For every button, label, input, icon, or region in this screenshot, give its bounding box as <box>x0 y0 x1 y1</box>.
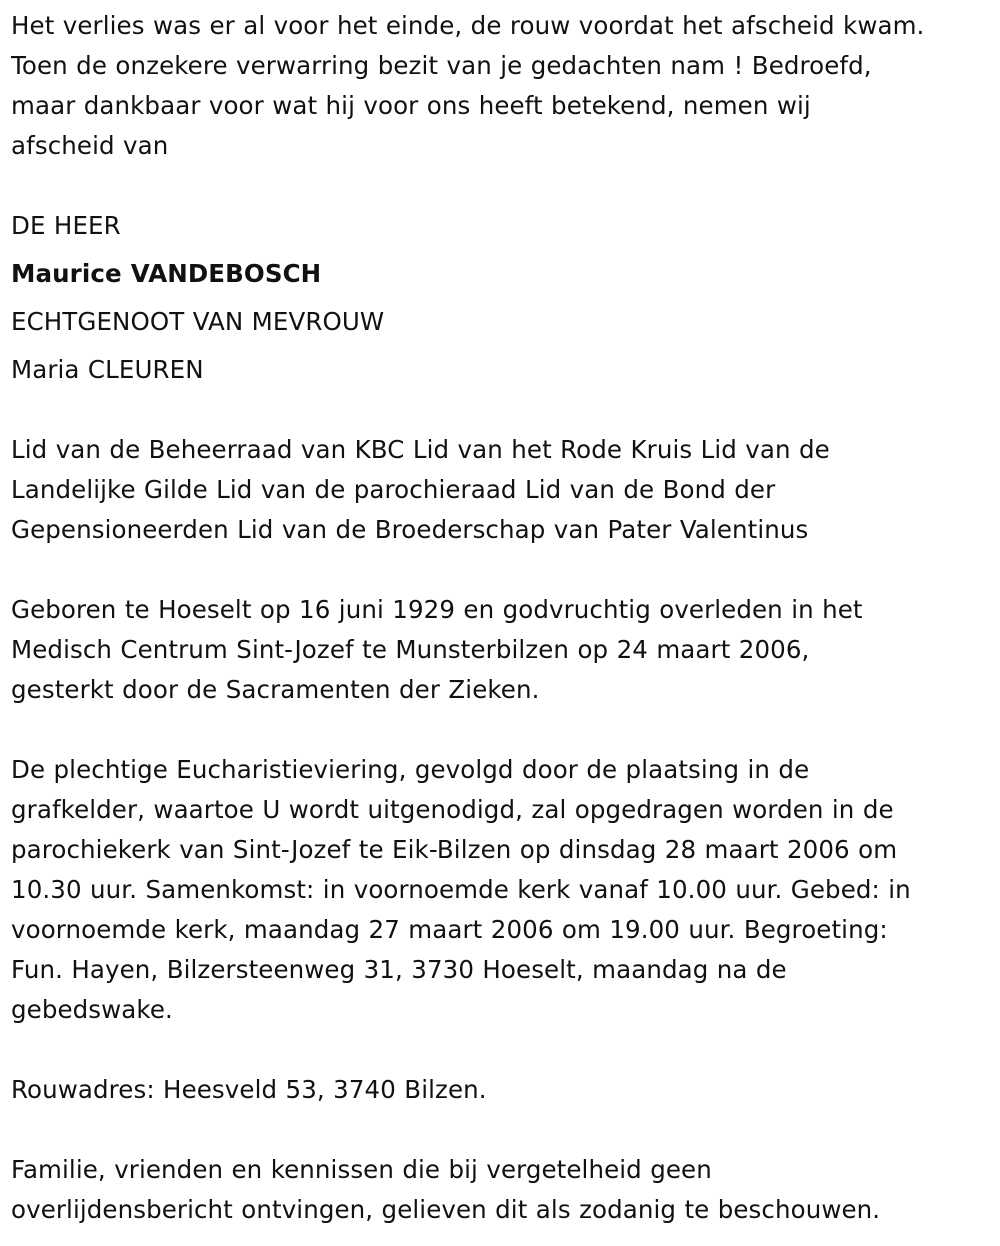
ceremony-line: 10.30 uur. Samenkomst: in voornoemde kerk vanaf 10.00 uur. Gebed: in <box>11 875 911 904</box>
intro-line: Het verlies was er al voor het einde, de rouw voordat het afscheid kwam. <box>11 11 925 40</box>
closing-paragraph <box>11 1150 996 1230</box>
deceased-name: Maurice VANDEBOSCH <box>11 259 322 288</box>
honorific: DE HEER <box>11 211 121 240</box>
memberships-paragraph <box>11 430 996 550</box>
closing-line: Familie, vrienden en kennissen die bij vergetelheid geen <box>11 1155 712 1184</box>
closing-line: overlijdensbericht ontvingen, gelieven dit als zodanig te beschouwen. <box>11 1195 881 1224</box>
memberships-line: Lid van de Beheerraad van KBC Lid van het Rode Kruis Lid van de <box>11 435 830 464</box>
memberships-line: Landelijke Gilde Lid van de parochieraad Lid van de Bond der <box>11 475 776 504</box>
intro-line: maar dankbaar voor wat hij voor ons heeft betekend, nemen wij <box>11 91 811 120</box>
intro-line: afscheid van <box>11 131 169 160</box>
ceremony-line: parochiekerk van Sint-Jozef te Eik-Bilzen op dinsdag 28 maart 2006 om <box>11 835 898 864</box>
birth-death-line: gesterkt door de Sacramenten der Zieken. <box>11 675 540 704</box>
ceremony-line: grafkelder, waartoe U wordt uitgenodigd, zal opgedragen worden in de <box>11 795 894 824</box>
birth-death-line: Medisch Centrum Sint-Jozef te Munsterbilzen op 24 maart 2006, <box>11 635 810 664</box>
deceased-name-block <box>11 202 996 394</box>
spouse-name: Maria CLEUREN <box>11 355 204 384</box>
ceremony-line: De plechtige Eucharistieviering, gevolgd door de plaatsing in de <box>11 755 810 784</box>
relation-label: ECHTGENOOT VAN MEVROUW <box>11 307 385 336</box>
ceremony-line: Fun. Hayen, Bilzersteenweg 31, 3730 Hoeselt, maandag na de <box>11 955 787 984</box>
birth-death-line: Geboren te Hoeselt op 16 juni 1929 en godvruchtig overleden in het <box>11 595 863 624</box>
ceremony-paragraph <box>11 750 996 1030</box>
intro-line: Toen de onzekere verwarring bezit van je gedachten nam ! Bedroefd, <box>11 51 872 80</box>
memberships-line: Gepensioneerden Lid van de Broederschap van Pater Valentinus <box>11 515 809 544</box>
mourning-address: Rouwadres: Heesveld 53, 3740 Bilzen. <box>11 1075 487 1104</box>
address-paragraph <box>11 1070 996 1110</box>
intro-paragraph <box>11 6 996 166</box>
birth-death-paragraph <box>11 590 996 710</box>
ceremony-line: gebedswake. <box>11 995 173 1024</box>
ceremony-line: voornoemde kerk, maandag 27 maart 2006 om 19.00 uur. Begroeting: <box>11 915 888 944</box>
obituary-notice <box>11 6 996 1230</box>
